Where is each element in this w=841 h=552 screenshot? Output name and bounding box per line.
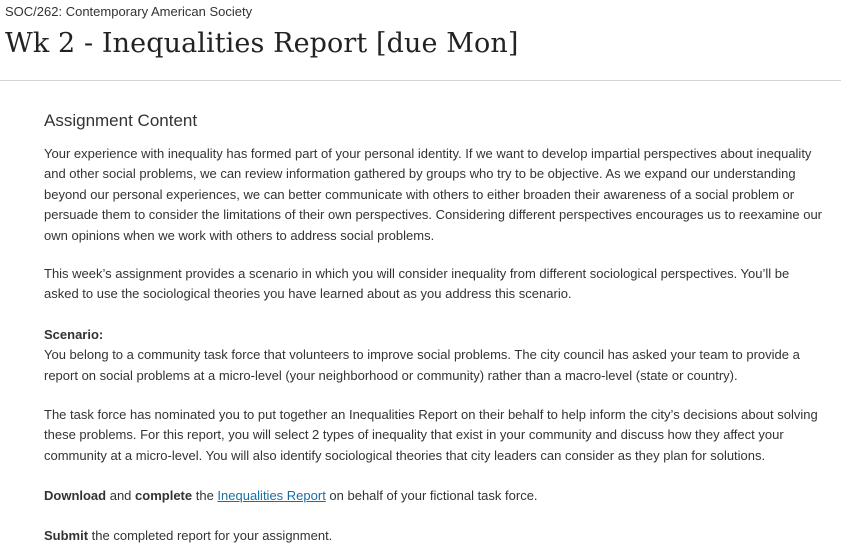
page-title: Wk 2 - Inequalities Report [due Mon] [5,28,519,59]
task-paragraph: The task force has nominated you to put together an Inequalities Report on their behalf to help inform the city’s decisions about solving these problems. For this report, you will select 2 types of inequality that exist in your community and discuss how they affect your community at a micro-level. You will also identify sociological theories that city leaders can consider as they plan for solutions. [44,407,818,463]
download-word: Download [44,488,107,503]
submit-instruction [44,526,332,546]
the-word: the [192,488,218,503]
scenario-intro-paragraph: This week’s assignment provides a scenario in which you will consider inequality from different sociological perspectives. You’ll be asked to use the sociological theories you have learned about as you address this scenario. [44,266,790,302]
submit-text: the completed report for your assignment. [88,528,333,543]
course-name: SOC/262: Contemporary American Society [5,4,253,19]
section-heading: Assignment Content [44,111,198,130]
download-instruction [44,486,538,506]
page-header [0,0,841,81]
submit-word: Submit [44,528,89,543]
intro-paragraph: Your experience with inequality has formed part of your personal identity. If we want to develop impartial perspectives about inequality and other social problems, we can review information gathered by groups who try to be objective. As we expand our understanding beyond our personal experiences, we can better communicate with others to either broaden their awareness of a social problem or persuade them to consider the limitations of their own perspectives. Considering different perspectives encourages us to reexamine our own opinions when we work with others to address social problems. [44,146,823,243]
behalf-text: on behalf of your fictional task force. [325,488,538,503]
complete-word: complete [135,488,193,503]
scenario-text: You belong to a community task force that volunteers to improve social problems. The city council has asked your team to provide a report on social problems at a micro-level (your neighborhood or community) rather than a macro-level (state or country). [44,347,800,383]
scenario-block [44,325,824,386]
assignment-content [44,110,824,543]
scenario-label: Scenario: [44,327,104,342]
and-word: and [106,488,136,503]
inequalities-report-link[interactable]: Inequalities Report [217,488,326,503]
